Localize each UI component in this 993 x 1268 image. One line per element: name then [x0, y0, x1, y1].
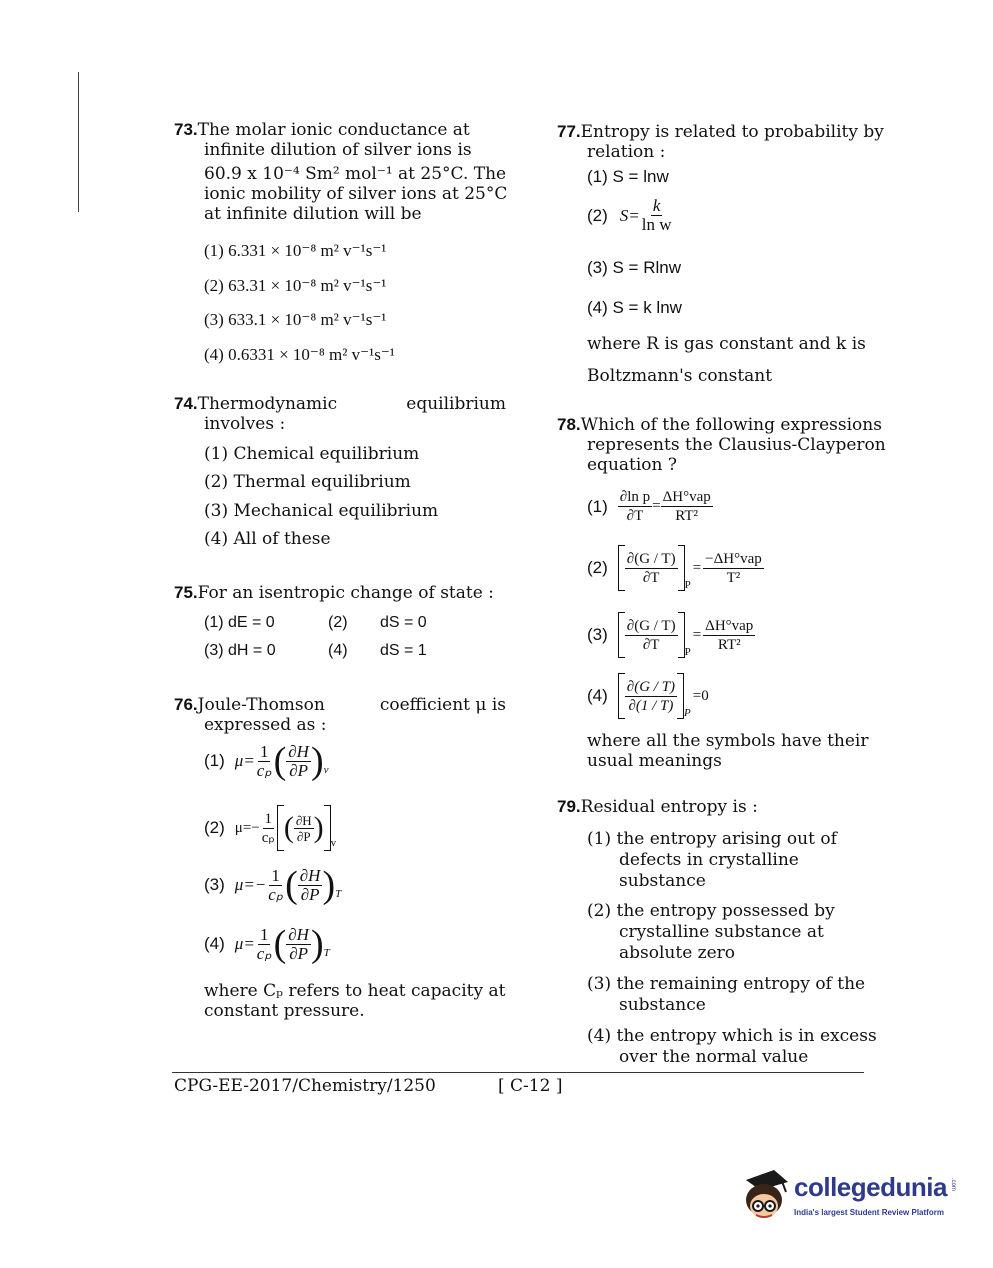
- note-text: where Cₚ refers to heat capacity at: [204, 981, 506, 1001]
- option-label: (2): [587, 205, 608, 225]
- subscript: P: [684, 579, 691, 591]
- numerator: ∂(G / T): [626, 678, 676, 695]
- subscript: T: [323, 947, 330, 959]
- numerator: ∂ln p: [619, 489, 651, 505]
- option-label: (1): [587, 496, 608, 516]
- numerator: 1: [259, 924, 269, 944]
- question-73: [174, 120, 509, 224]
- question-text: Joule-Thomson: [197, 695, 325, 715]
- fraction: [286, 743, 311, 780]
- option-text: substance: [619, 995, 706, 1015]
- option: (4) the entropy which is in excess: [587, 1026, 877, 1046]
- bracket-right: [678, 612, 685, 658]
- question-text: involves :: [204, 414, 286, 434]
- formula-mu: μ=: [234, 751, 255, 770]
- question-text: represents the Clausius-Clayperon: [587, 435, 886, 455]
- bracket-right: [678, 545, 685, 591]
- fraction: [286, 926, 311, 963]
- option-label: (4): [328, 642, 348, 659]
- option-label: (1): [204, 751, 225, 770]
- numerator: ∂H: [299, 865, 321, 885]
- numerator: ∂H: [295, 812, 312, 828]
- option-77-2: [587, 197, 674, 234]
- question-text: Entropy is related to probability by: [580, 122, 884, 142]
- fraction: [625, 550, 678, 587]
- equals: =: [692, 559, 702, 576]
- option-78-4: [587, 673, 709, 719]
- question-text: The molar ionic conductance at: [197, 120, 470, 140]
- option-value: dS = 1: [380, 642, 427, 659]
- fraction: [625, 617, 678, 654]
- bracket-right: [677, 673, 684, 719]
- option-list: [204, 440, 438, 553]
- denominator: ∂T: [642, 636, 660, 653]
- option-text: crystalline substance at: [619, 922, 824, 942]
- logo-name: collegedunia: [794, 1172, 947, 1202]
- note-text: where R is gas constant and k is: [587, 334, 866, 354]
- numerator: k: [652, 196, 661, 215]
- question-text: 60.9 x 10⁻⁴ Sm² mol⁻¹ at 25°C. The: [204, 164, 507, 184]
- paren-left: (: [283, 811, 294, 844]
- numerator: ∂(G / T): [626, 550, 676, 567]
- note-text: usual meanings: [587, 751, 722, 771]
- question-number: 74.: [174, 394, 198, 413]
- paren-right: ): [322, 864, 336, 906]
- question-number: 78.: [557, 415, 581, 434]
- option-text: over the normal value: [619, 1047, 809, 1067]
- question-text: infinite dilution of silver ions is: [204, 140, 472, 160]
- question-76-note: [204, 981, 505, 1021]
- question-text: at infinite dilution will be: [204, 204, 422, 224]
- question-77-note: [587, 334, 887, 386]
- option-label: (4): [587, 686, 608, 705]
- option: (2) 63.31 × 10⁻⁸ m² v⁻¹s⁻¹: [204, 275, 387, 295]
- page-number: [ C-12 ]: [498, 1076, 563, 1096]
- question-text: equation ?: [587, 455, 677, 475]
- option: (2) the entropy possessed by: [587, 901, 835, 921]
- option: (4) All of these: [204, 528, 331, 549]
- denominator: ∂(1 / T): [628, 697, 674, 714]
- bracket-left: [618, 612, 625, 658]
- formula-mu: μ=−: [234, 819, 260, 836]
- option: (1) Chemical equilibrium: [204, 444, 420, 464]
- bracket-left: [277, 805, 284, 851]
- option-text: defects in crystalline substance: [619, 850, 799, 891]
- numerator: ΔH°vap: [705, 617, 754, 634]
- margin-line: [78, 72, 79, 212]
- paren-right: ): [310, 740, 324, 782]
- question-number: 75.: [174, 583, 198, 602]
- note-text: constant pressure.: [204, 1001, 365, 1021]
- numerator: 1: [264, 810, 273, 827]
- option: (2) Thermal equilibrium: [204, 472, 411, 493]
- equals-zero: =0: [692, 687, 709, 704]
- numerator: 1: [259, 741, 269, 761]
- option-grid: [204, 609, 427, 665]
- option: (1) 6.331 × 10⁻⁸ m² v⁻¹s⁻¹: [204, 241, 387, 260]
- question-79: [557, 797, 758, 817]
- footer-code: CPG-EE-2017/Chemistry/1250: [174, 1076, 436, 1096]
- footer-rule: [172, 1072, 864, 1073]
- option-78-1: [587, 488, 713, 525]
- formula-mu: μ=−: [234, 875, 267, 894]
- option: (4) 0.6331 × 10⁻⁸ m² v⁻¹s⁻¹: [204, 344, 395, 364]
- question-74: [174, 394, 506, 434]
- mascot-icon: [736, 1166, 796, 1222]
- paren-left: (: [285, 864, 298, 906]
- option-76-1: [204, 742, 329, 780]
- question-text: relation :: [587, 142, 666, 162]
- option-value: dS = 0: [380, 614, 427, 631]
- question-number: 73.: [174, 120, 198, 139]
- question-number: 79.: [557, 797, 581, 816]
- paren-left: (: [273, 923, 287, 965]
- logo-suffix: .com: [950, 1178, 956, 1192]
- question-text: Which of the following expressions: [580, 415, 882, 435]
- fraction: [266, 867, 285, 904]
- option-label: (3): [587, 625, 608, 644]
- option: (3) Mechanical equilibrium: [204, 500, 439, 521]
- option: (3) S = Rlnw: [587, 258, 681, 277]
- bracket-left: [618, 673, 625, 719]
- question-number: 77.: [557, 122, 581, 141]
- fraction: [260, 810, 277, 847]
- fraction: [625, 678, 677, 715]
- option-76-3: [204, 866, 341, 904]
- bracket-left: [618, 545, 625, 591]
- option-78-3: [587, 612, 755, 658]
- fraction: [703, 617, 755, 654]
- fraction: [255, 926, 274, 963]
- collegedunia-logo[interactable]: [736, 1166, 966, 1222]
- option: (3) the remaining entropy of the: [587, 974, 866, 994]
- option: (3) dH = 0: [204, 642, 276, 659]
- formula: S=: [619, 205, 640, 225]
- numerator: ΔH°vap: [662, 489, 711, 505]
- option-76-2: [204, 805, 336, 851]
- denominator: T²: [726, 569, 741, 586]
- question-text: Residual entropy is :: [580, 797, 758, 817]
- denominator: ∂P: [289, 760, 309, 780]
- question-text: For an isentropic change of state :: [197, 583, 494, 603]
- option: (1) dE = 0: [204, 614, 275, 631]
- option: (3) 633.1 × 10⁻⁸ m² v⁻¹s⁻¹: [204, 310, 387, 329]
- fraction: [703, 550, 764, 587]
- fraction: [640, 197, 674, 234]
- question-78-note: [587, 731, 887, 771]
- fraction: [618, 488, 652, 525]
- question-number: 76.: [174, 695, 198, 714]
- option-list: [587, 829, 887, 1068]
- fraction: [298, 867, 323, 904]
- denominator: ∂P: [296, 828, 311, 844]
- fraction: [255, 743, 274, 780]
- denominator: cₚ: [268, 884, 284, 904]
- question-text: coefficient μ is: [379, 695, 506, 715]
- logo-tagline: India's largest Student Review Platform: [794, 1208, 944, 1217]
- option-label: (2): [204, 818, 225, 837]
- option-label: (2): [587, 558, 608, 577]
- numerator: ∂H: [288, 924, 309, 944]
- subscript: v: [323, 764, 329, 776]
- denominator: cₚ: [261, 829, 275, 846]
- subscript: P: [684, 707, 691, 719]
- option-76-4: [204, 925, 330, 963]
- fraction: [294, 813, 314, 844]
- option-label: (4): [204, 934, 225, 953]
- numerator: ∂(G / T): [626, 617, 676, 634]
- equals: =: [692, 626, 702, 643]
- denominator: ∂T: [626, 508, 644, 524]
- fraction: [661, 488, 713, 525]
- option: (4) S = k lnw: [587, 298, 682, 317]
- denominator: cₚ: [256, 760, 272, 780]
- question-text: Thermodynamic: [197, 394, 338, 414]
- denominator: ∂T: [642, 569, 660, 586]
- option-label: (2): [328, 614, 348, 631]
- paren-right: ): [313, 811, 324, 844]
- denominator: RT²: [717, 636, 741, 653]
- option: (1) S = lnw: [587, 167, 669, 186]
- denominator: ∂P: [289, 943, 309, 963]
- equals: =: [652, 498, 661, 514]
- paren-right: ): [310, 923, 324, 965]
- question-78: [557, 415, 886, 475]
- option-list: [204, 234, 395, 372]
- subscript: v: [330, 837, 337, 849]
- question-77: [557, 122, 884, 162]
- question-75: [174, 583, 494, 603]
- question-text: ionic mobility of silver ions at 25°C: [204, 184, 508, 204]
- question-text: equilibrium: [406, 394, 506, 414]
- note-text: Boltzmann's constant: [587, 366, 773, 386]
- subscript: T: [335, 888, 342, 900]
- subscript: P: [684, 646, 691, 658]
- numerator: 1: [271, 865, 280, 885]
- paren-left: (: [273, 740, 287, 782]
- option-label: (3): [204, 875, 225, 894]
- question-text: expressed as :: [204, 715, 327, 735]
- denominator: ∂P: [300, 884, 320, 904]
- denominator: cₚ: [256, 943, 272, 963]
- note-text: where all the symbols have their: [587, 731, 869, 751]
- numerator: −ΔH°vap: [705, 550, 762, 567]
- formula-mu: μ=: [234, 934, 255, 953]
- option-78-2: [587, 545, 764, 591]
- denominator: ln w: [641, 215, 672, 234]
- question-76: [174, 695, 506, 735]
- option-text: absolute zero: [619, 943, 736, 963]
- numerator: ∂H: [288, 741, 309, 761]
- denominator: RT²: [675, 508, 699, 524]
- option: (1) the entropy arising out of: [587, 829, 837, 849]
- bracket-right: [324, 805, 331, 851]
